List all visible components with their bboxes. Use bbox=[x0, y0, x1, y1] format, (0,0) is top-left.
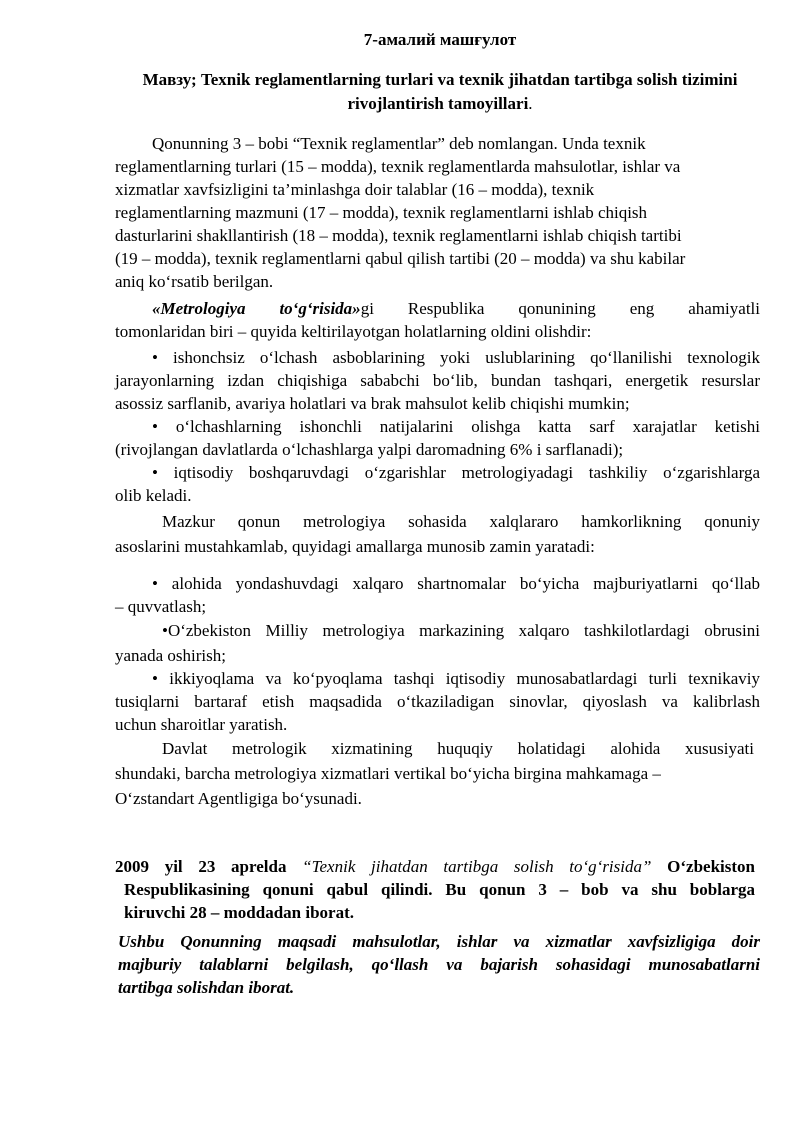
topic-text: Texnik reglamentlarning turlari va texnik jihatdan tartibga solish tizimini rivojlantirish tamoyillari bbox=[200, 70, 738, 113]
metrology-line-2: tomonlaridan biri – quyida keltirilayotgan holatlarning oldini olishdir: bbox=[115, 322, 592, 341]
service-line: O‘zstandart Agentligiga bo‘ysunadi. bbox=[115, 789, 362, 808]
law-2009-line-3: kiruvchi 28 – moddadan iborat. bbox=[124, 903, 355, 922]
topic-heading bbox=[130, 68, 750, 116]
law-country: O‘zbekiston bbox=[667, 857, 755, 876]
purpose-line: majburiy talablarni belgilash, qo‘llash va bajarish sohasidagi munosabatlarni bbox=[118, 955, 760, 974]
bullet-item: •O‘zbekiston Milliy metrologiya markazining xalqaro tashkilotlardagi obrusini bbox=[162, 621, 760, 640]
intro-line: xizmatlar xavfsizligini ta’minlashga doir talablar (16 – modda), texnik bbox=[115, 180, 595, 199]
bullet-continuation: – quvvatlash; bbox=[115, 597, 207, 616]
law-name: «Metrologiya to‘g‘risida» bbox=[152, 299, 361, 318]
intro-line: reglamentlarning turlari (15 – modda), texnik reglamentlarda mahsulotlar, ishlar va bbox=[115, 157, 681, 176]
intro-line: Qonunning 3 – bobi “Texnik reglamentlar” deb nomlangan. Unda texnik bbox=[152, 134, 646, 153]
topic-label: Мавзу; bbox=[142, 70, 197, 89]
bullet-item: • iqtisodiy boshqaruvdagi o‘zgarishlar metrologiyadagi tashkiliy o‘zgarishlarga bbox=[152, 463, 760, 482]
cooperation-line: Mazkur qonun metrologiya sohasida xalqlararo hamkorlikning qonuniy bbox=[162, 512, 760, 531]
intro-line: (19 – modda), texnik reglamentlarni qabul qilish tartibi (20 – modda) va shu kabilar bbox=[115, 249, 686, 268]
bullet-continuation: uchun sharoitlar yaratish. bbox=[115, 715, 288, 734]
bullet-continuation: (rivojlangan davlatlarda o‘lchashlarga yalpi daromadning 6% i sarflanadi); bbox=[115, 440, 624, 459]
bullet-continuation: olib keladi. bbox=[115, 486, 192, 505]
bullet-continuation: asossiz sarflanib, avariya holatlari va brak mahsulot kelib chiqishi mumkin; bbox=[115, 394, 630, 413]
purpose-line: Ushbu Qonunning maqsadi mahsulotlar, ishlar va xizmatlar xavfsizligiga doir bbox=[118, 932, 760, 951]
law-2009-line-2: Respublikasining qonuni qabul qilindi. Bu qonun 3 – bob va shu boblarga bbox=[124, 880, 755, 899]
metrology-line-1-rest: gi Respublika qonunining eng ahamiyatli bbox=[360, 299, 760, 318]
topic-end: . bbox=[528, 94, 533, 113]
law-title: “Texnik jihatdan tartibga solish to‘g‘risida” bbox=[302, 857, 652, 876]
service-line: shundaki, barcha metrologiya xizmatlari vertikal bo‘yicha birgina mahkamaga – bbox=[115, 764, 661, 783]
law-2009-line-1 bbox=[115, 855, 755, 878]
bullet-item: • o‘lchashlarning ishonchli natijalarini olishga katta sarf xarajatlar ketishi bbox=[152, 417, 760, 436]
bullet-item: • ikkiyoqlama va ko‘pyoqlama tashqi iqtisodiy munosabatlardagi turli texnikaviy bbox=[152, 669, 760, 688]
law-date: 2009 yil 23 aprelda bbox=[115, 857, 287, 876]
service-line: Davlat metrologik xizmatining huquqiy holatidagi alohida xususiyati bbox=[162, 739, 754, 758]
cooperation-line: asoslarini mustahkamlab, quyidagi amallarga munosib zamin yaratadi: bbox=[115, 537, 595, 556]
metrology-line-1 bbox=[152, 297, 760, 320]
purpose-line: tartibga solishdan iborat. bbox=[118, 978, 295, 997]
intro-line: reglamentlarning mazmuni (17 – modda), texnik reglamentlarni ishlab chiqish bbox=[115, 203, 648, 222]
bullet-item: • ishonchsiz o‘lchash asboblarining yoki uslublarining qo‘llanilishi texnologik bbox=[152, 348, 760, 367]
bullet-continuation: tusiqlarni bartaraf etish maqsadida o‘tkaziladigan sinovlar, qiyoslash va kalibrlash bbox=[115, 692, 760, 711]
bullet-continuation: yanada oshirish; bbox=[115, 646, 226, 665]
intro-line: dasturlarini shakllantirish (18 – modda), texnik reglamentlarni ishlab chiqish tartibi bbox=[115, 226, 682, 245]
bullet-continuation: jarayonlarning izdan chiqishiga sababchi bo‘lib, bundan tashqari, energetik resurslar bbox=[115, 371, 760, 390]
lesson-title: 7-амалий машғулот bbox=[363, 30, 517, 49]
intro-line: aniq ko‘rsatib berilgan. bbox=[115, 272, 274, 291]
bullet-item: • alohida yondashuvdagi xalqaro shartnomalar bo‘yicha majburiyatlarni qo‘llab bbox=[152, 574, 760, 593]
